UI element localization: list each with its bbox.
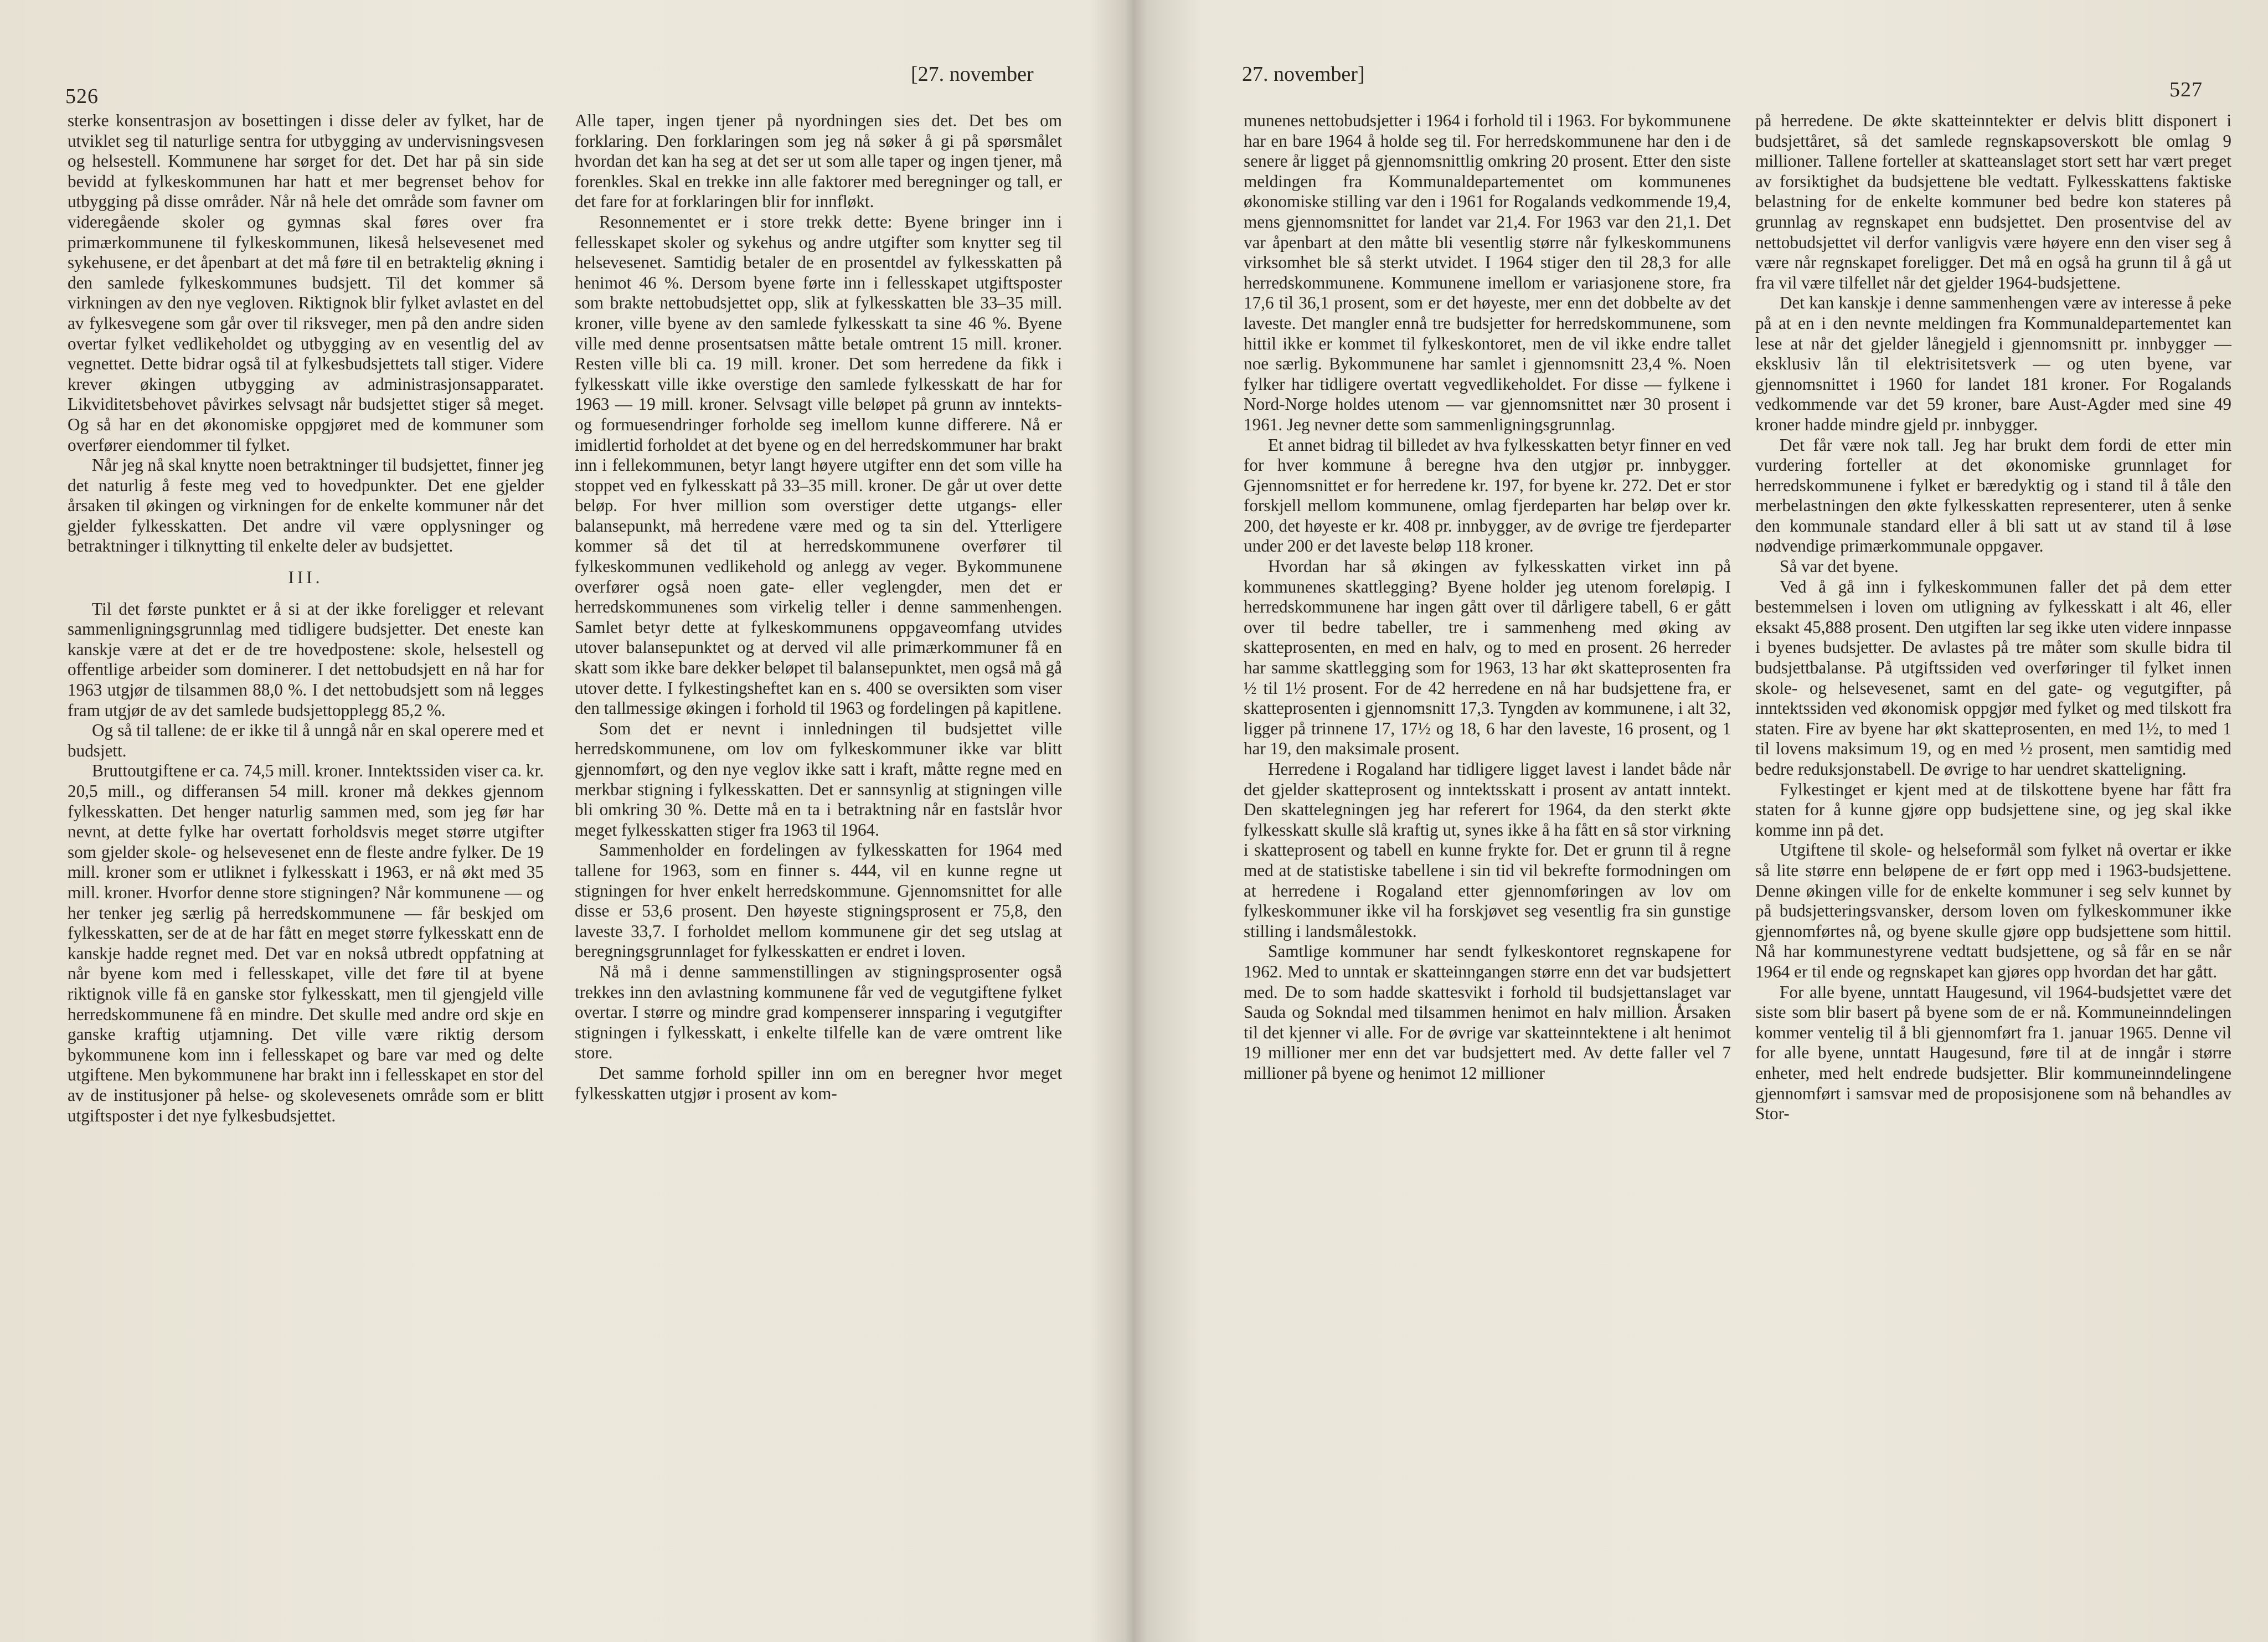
paragraph: Ved å gå inn i fylkeskommunen faller det på dem etter bestemmelsen i loven om utligning av fylkesskatt i alt 46, eller eksakt 45,888 prosent. Den utgiften lar seg ikke uten videre innpasse i byenes budsjetter. De avlastes på tre måter som skulle bidra til budsjettbalanse. På utgiftssiden ved overføringer til fylket innen skole- og helsevesenet, samt en del gate- og vegutgifter, på inntektssiden ved økonomisk oppgjør med fylket og med tilskott fra staten. Fire av byene har økt skatteprosenten, en med 1½, to med 1 til lovens maksimum 19, og en med ½ prosent, men samtidig med bedre reduksjonstabell. De øvrige to har uendret skatteligning.	[1755, 576, 2231, 779]
running-head-right: 27. november]	[1242, 63, 1365, 86]
paragraph: munenes nettobudsjetter i 1964 i forhold til i 1963. For bykommunene har en bare 1964 å holde seg til. For herredskommunene har den i de senere år ligget på gjennomsnittlig omkring 20 prosent. Etter den siste meldingen fra Kommunaldepartementet om kommunenes økonomiske stilling var den i 1961 for Rogalands vedkommende 19,4, mens gjennomsnittet for landet var 21,4. For 1963 var den 21,1. Det var åpenbart at den måtte bli vesentlig større når fylkeskommunens virksomhet ble så sterkt utvidet. I 1964 stiger den til 28,3 for alle herredskommunene. Kommunene imellom er variasjonene store, fra 17,6 til 36,1 prosent, som er det høyeste, mer enn det dobbelte av det laveste. Det mangler ennå tre budsjetter for herredskommunene, som hittil ikke er kommet til fylkeskontoret, men de vil ikke endre tallet noe særlig. Bykommunene har samlet i gjennomsnitt 23,4 %. Noen fylker har tidligere overtatt vegvedlikeholdet. For disse — fylkene i Nord-Norge holdes utenom — var gjennomsnittet nær 30 prosent i 1961. Jeg nevner dette som sammenligningsgrunnlag.	[1244, 111, 1731, 434]
paragraph: Utgiftene til skole- og helseformål som fylket nå overtar er ikke så lite større enn beløpene de er ført opp med i 1963-budsjettene. Denne økingen ville for de enkelte kommuner i seg selv kunnet by på budsjetteringsvansker, dersom loven om fylkeskommuner ikke gjennomførtes nå, og byene skulle gjøre opp budsjettene som hittil. Nå har kommunestyrene vedtatt budsjettene, og så får en se når 1964 er til ende og regnskapet kan gjøres opp hvordan det har gått.	[1755, 840, 2231, 981]
paragraph: Så var det byene.	[1780, 557, 1899, 576]
left-column-1	[68, 111, 544, 1126]
paragraph: Det kan kanskje i denne sammenhengen være av interesse å peke på at en i den nevnte meldingen fra Kommunaldepartementet kan lese at når det gjelder lånegjeld i gjennomsnitt pr. innbygger — eksklusiv lån til elektrisitetsverk — og uten byene, var gjennomsnittet i 1960 for landet 181 kroner. For Rogalands vedkommende var det 59 kroner, bare Aust-Agder med sine 49 kroner hadde mindre gjeld pr. innbygger.	[1755, 293, 2231, 434]
paragraph: For alle byene, unntatt Haugesund, vil 1964-budsjettet være det siste som blir basert på byene som de er nå. Kommuneinndelingen kommer ventelig til å bli gjennomført fra 1. januar 1965. Denne vil for alle byene, unntatt Haugesund, føre til at de inngår i større enheter, med helt endrede budsjetter. Blir kommuneinndelingene gjennomført i samsvar med de proposisjonene som nå behandles av Stor-	[1755, 982, 2231, 1124]
paragraph: Sammenholder en fordelingen av fylkesskatten for 1964 med tallene for 1963, som en finner s. 444, vil en kunne regne ut stigningen for hver enkelt herredskommune. Gjennomsnittet for alle disse er 53,6 prosent. Den høyeste stigningsprosent er 75,8, den laveste 33,7. I forholdet mellom kommunene gir det seg utslag at beregningsgrunnlaget for fylkesskatten er endret i loven.	[575, 840, 1062, 961]
paragraph: sterke konsentrasjon av bosettingen i disse deler av fylket, har de utviklet seg til naturlige sentra for utbygging av undervisningsvesen og helsestell. Kommunene har sørget for det. Det har på sin side bevidd at fylkeskommunen har hatt et mer begrenset behov for utbygging på disse områder. Når nå hele det område som favner om videregående skoler og gymnas skal føres over fra primærkommunene til fylkeskommunen, likeså helsevesenet med sykehusene, er det åpenbart at det må føre til en betraktelig økning i den samlede fylkeskommunes budsjett. Til det kommer så virkningen av den nye vegloven. Riktignok blir fylket avlastet en del av fylkesvegene som går over til riksveger, men på den andre siden overtar fylket vedlikeholdet og utbygging av en vesentlig del av vegnettet. Dette bidrar også til at fylkesbudsjettets tall stiger. Videre krever økingen utbygging av administrasjonsapparatet. Likviditetsbehovet påvirkes selvsagt når budsjettet stiger så meget. Og så har en det økonomiske oppgjøret med de kommuner som overfører eiendommer til fylket.	[68, 111, 544, 455]
running-head-left: [27. november	[911, 63, 1034, 86]
paragraph: Når jeg nå skal knytte noen betraktninger til budsjettet, finner jeg det naturlig å feste meg ved to hovedpunkter. Det ene gjelder årsaken til økingen og virkningen for de enkelte kommuner når det gjelder fylkesskatten. Det andre vil være opplysninger og betraktninger i tilknytting til enkelte deler av budsjettet.	[68, 455, 544, 556]
paragraph: Herredene i Rogaland har tidligere ligget lavest i landet både når det gjelder skatteprosent og inntektsskatt i prosent av antatt inntekt. Den skattelegningen jeg har referert for 1964, da den sterkt økte fylkesskatt skulle slå kraftig ut, synes ikke å ha fått en så stor virkning i skatteprosent og tabell en kunne frykte for. Det er grunn til å regne med at de statistiske tabellene i sin tid vil bekrefte formodningen om at herredene i Rogaland etter gjennomføringen av lov om fylkeskommuner ikke vil ha forskjøvet seg vesentlig fra sin gunstige stilling i landsmålestokk.	[1244, 759, 1731, 941]
paragraph: Et annet bidrag til billedet av hva fylkesskatten betyr finner en ved for hver kommune å beregne hva den utgjør pr. innbygger. Gjennomsnittet er for herredene kr. 197, for byene kr. 272. Det er stor forskjell mellom kommunene, omlag fjerdeparten har beløp over kr. 200, det høyeste er kr. 408 pr. innbygger, av de øvrige tre fjerdeparter under 200 er det laveste beløp 118 kroner.	[1244, 435, 1731, 556]
page-number-right: 527	[2169, 78, 2203, 101]
paragraph: på herredene. De økte skatteinntekter er delvis blitt disponert i budsjettåret, så det samlede regnskapsoverskott ble omlag 9 millioner. Tallene forteller at skatteanslaget stort sett har vært preget av forsiktighet da budsjettene ble vedtatt. Fylkesskattens faktiske belastning for de enkelte kommuner bed bedre kon stateres på grunnlag av regnskapet enn budsjettet. Den prosentvise del av nettobudsjettet vil derfor vanligvis være høyere enn den viser seg å være når regnskapet foreligger. Det må en også ha grunn til å gå ut fra vil være tilfellet når det gjelder 1964-budsjettene.	[1755, 111, 2231, 292]
paragraph: Til det første punktet er å si at der ikke foreligger et relevant sammenligningsgrunnlag med tidligere budsjetter. Det eneste kan kanskje være at det er de tre hovedpostene: skole, helsestell og offentlige arbeider som dominerer. I det nettobudsjett en nå har for 1963 utgjør de tilsammen 88,0 %. I det nettobudsjett som nå legges fram utgjør de av det samlede budsjettopplegg 85,2 %.	[68, 599, 544, 720]
right-column-2	[1755, 111, 2231, 1124]
paragraph: Alle taper, ingen tjener på nyordningen sies det. Det bes om forklaring. Den forklaringen som jeg nå søker å gi på spørsmålet hvordan det kan ha seg at det ser ut som alle taper og ingen tjener, må forenkles. Skal en trekke inn alle faktorer med beregninger og tall, er det fare for at forklaringen blir for innfløkt.	[575, 111, 1062, 212]
paragraph: Nå må i denne sammenstillingen av stigningsprosenter også trekkes inn den avlastning kommunene får ved de vegutgiftene fylket overtar. I større og mindre grad kompenserer innsparing i vegutgifter stigningen i fylkesskatt, i enkelte tilfelle kan de være omtrent like store.	[575, 961, 1062, 1063]
paragraph: Hvordan har så økingen av fylkesskatten virket inn på kommunenes skattlegging? Byene holder jeg utenom foreløpig. I herredskommunene har ingen gått over til dårligere tabell, 6 er gått over til bedre tabeller, tre i sammenheng med øking av skatteprosenten, en med en halv, og to med en prosent. 26 herreder har samme skattlegging som for 1963, 13 har økt skatteprosenten fra ½ til 1½ prosent. For de 42 herredene en nå har budsjettene fra, er skatteprosenten i gjennomsnitt 17,3. Tyngden av kommunene, i alt 32, ligger på trinnene 17, 17½ og 18, 6 har den laveste, 16 prosent, og 1 har 19, den maksimale prosent.	[1244, 557, 1731, 759]
right-column-1	[1244, 111, 1731, 1084]
paragraph: Fylkestinget er kjent med at de tilskottene byene har fått fra staten for å kunne gjøre opp budsjettene sine, og jeg skal ikke komme inn på det.	[1755, 779, 2231, 840]
page-number-left: 526	[65, 85, 99, 108]
paragraph: Resonnementet er i store trekk dette: Byene bringer inn i fellesskapet skoler og sykehus og andre utgifter som knytter seg til helsevesenet. Samtidig betaler de en prosentdel av fylkesskatten på henimot 46 %. Dersom byene førte inn i fellesskapet utgiftsposter som brakte nettobudsjettet opp, slik at fylkesskatten ble 33–35 mill. kroner, ville byene av den samlede fylkesskatt ta sine 46 %. Byene ville med denne prosentsatsen måtte betale omtrent 15 mill. kroner. Resten ville bli ca. 19 mill. kroner. Det som herredene da fikk i fylkesskatt ville ikke overstige den samlede fylkesskatt de har for 1963 — 19 mill. kroner. Selvsagt ville beløpet på grunn av inntekts- og formuesendringer forholde seg imellom kunne differere. Nå er imidlertid forholdet at det byene og en del herredskommuner har brakt inn i fellekommunen, betyr langt høyere utgifter enn det som ville ha stoppet ved en fylkesskatt på 33–35 mill. kroner. De går ut over dette beløp. For hver million som overstiger dette utgangs- eller balansepunkt, må herredene være med og ta sin del. Ytterligere kommer så det til at herredskommunene overfører til fylkeskommunen vedlikehold og anlegg av veger. Bykommunene overfører også noen gate- eller veglengder, men det er herredskommunenes som virkelig teller i denne sammenhengen. Samlet betyr dette at fylkeskommunens oppgaveomfang utvides utover balansepunktet og at derved vil alle primærkommuner få en skatt som ikke bare dekker beløpet til balansepunktet, men også må gå utover dette. I fylkestingsheftet kan en s. 400 se oversikten som viser den tallmessige økingen i forhold til 1963 og fordelingen på kapitlene.	[575, 212, 1062, 718]
paragraph: Og så til tallene: de er ikke til å unngå når en skal operere med et budsjett.	[68, 720, 544, 760]
paragraph: Som det er nevnt i innledningen til budsjettet ville herredskommunene, om lov om fylkeskommuner ikke var blitt gjennomført, og den nye veglov ikke satt i kraft, måtte regne med en merkbar stigning i fylkesskatten. Det er sannsynlig at stigningen ville bli omkring 30 %. Dette må en ta i betraktning når en fastslår hvor meget fylkesskatten stiger fra 1963 til 1964.	[575, 718, 1062, 840]
paragraph: Samtlige kommuner har sendt fylkeskontoret regnskapene for 1962. Med to unntak er skatteinngangen større enn det var budsjettert med. De to som hadde skattesvikt i forhold til budsjettanslaget var Sauda og Sokndal med tilsammen henimot en halv million. Årsaken til det kjenner vi alle. For de øvrige var skatteinntektene i alt henimot 19 millioner mer enn det var budsjettert med. Av dette faller vel 7 millioner på byene og henimot 12 millioner	[1244, 941, 1731, 1083]
right-page	[1134, 0, 2268, 1642]
section-heading: III.	[288, 568, 323, 588]
paragraph: Det samme forhold spiller inn om en beregner hvor meget fylkesskatten utgjør i prosent av kom-	[575, 1063, 1062, 1103]
paragraph: Det får være nok tall. Jeg har brukt dem fordi de etter min vurdering forteller at det økonomiske grunnlaget for herredskommunene i fylket er bæredyktig og i stand til å tåle den merbelastningen den økte fylkesskatten representerer, uten å senke den kommunale standard eller å bli satt ut av stand til å løse nødvendige primærkommunale oppgaver.	[1755, 435, 2231, 556]
paragraph: Bruttoutgiftene er ca. 74,5 mill. kroner. Inntektssiden viser ca. kr. 20,5 mill., og differansen 54 mill. kroner må dekkes gjennom fylkesskatten. Det henger naturlig sammen med, som jeg før har nevnt, at dette fylke har overtatt forholdsvis meget større utgifter som gjelder skole- og helsevesenet enn de fleste andre fylker. De 19 mill. kroner som er utliknet i fylkesskatt i 1963, er nå økt med 35 mill. kroner. Hvorfor denne store stigningen? Når kommunene — og her tenker jeg særlig på herredskommunene — får beskjed om fylkesskatten, ser de at de har fått en meget større fylkesskatt enn de kanskje hadde regnet med. Det var en nokså utbredt oppfatning at når byene kom med i fellesskapet, ville det føre til at byene riktignok ville få en ganske stor fylkesskatt, men til gjengjeld ville herredskommunene få en mindre. Det skulle med andre ord skje en ganske kraftig utjamning. Det ville være riktig dersom bykommunene kom inn i fellesskapet og bare var med og delte utgiftene. Men bykommunene har brakt inn i fellesskapet en stor del av de institusjoner på helse- og skolevesenets område som er blitt utgiftsposter i det nye fylkesbudsjettet.	[68, 761, 544, 1125]
left-column-2	[575, 111, 1062, 1104]
